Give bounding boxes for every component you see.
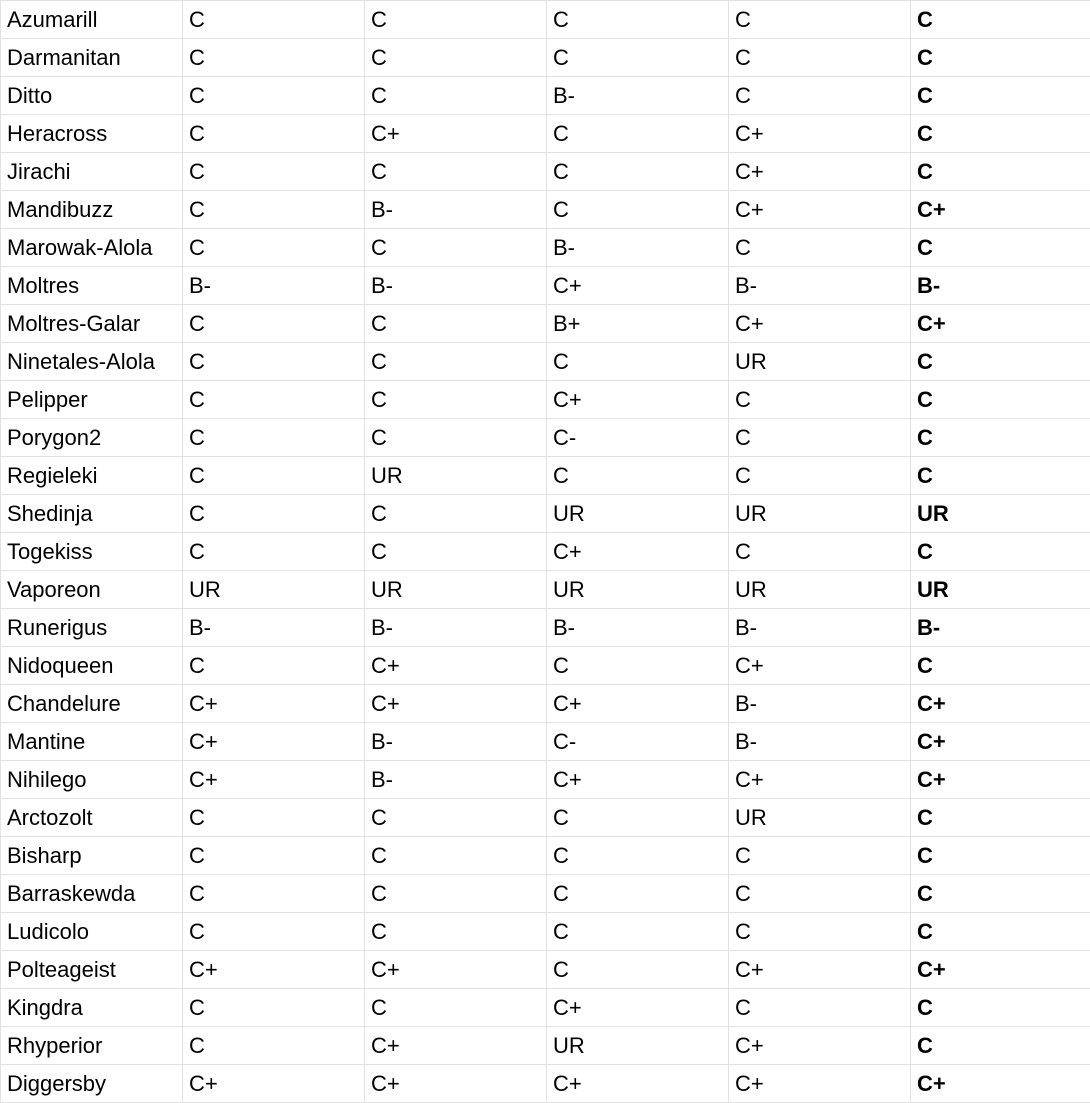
cell-pokemon-name[interactable]: Nidoqueen xyxy=(1,647,183,685)
cell-grade-2[interactable]: C xyxy=(365,875,547,913)
cell-pokemon-name[interactable]: Kingdra xyxy=(1,989,183,1027)
cell-pokemon-name[interactable]: Pelipper xyxy=(1,381,183,419)
cell-grade-2[interactable]: C xyxy=(365,1,547,39)
table-row xyxy=(1,723,1090,761)
cell-grade-2[interactable]: C+ xyxy=(365,951,547,989)
cell-grade-2[interactable]: C xyxy=(365,495,547,533)
cell-grade-3[interactable]: C+ xyxy=(547,533,729,571)
cell-grade-3[interactable]: C+ xyxy=(547,685,729,723)
cell-grade-2[interactable]: B- xyxy=(365,761,547,799)
cell-grade-3[interactable]: C xyxy=(547,875,729,913)
table-row xyxy=(1,305,1090,343)
cell-grade-3[interactable]: C xyxy=(547,153,729,191)
cell-grade-4[interactable]: C+ xyxy=(729,1065,911,1103)
table-row xyxy=(1,115,1090,153)
cell-pokemon-name[interactable]: Ninetales-Alola xyxy=(1,343,183,381)
cell-overall-grade[interactable]: C xyxy=(911,533,1090,571)
cell-grade-4[interactable]: C xyxy=(729,989,911,1027)
cell-overall-grade[interactable]: C xyxy=(911,989,1090,1027)
cell-pokemon-name[interactable]: Nihilego xyxy=(1,761,183,799)
cell-overall-grade[interactable]: B- xyxy=(911,609,1090,647)
cell-grade-2[interactable]: B- xyxy=(365,267,547,305)
table-row xyxy=(1,951,1090,989)
table-row xyxy=(1,1027,1090,1065)
cell-grade-1[interactable]: C xyxy=(183,647,365,685)
cell-overall-grade[interactable]: C xyxy=(911,1,1090,39)
table-row xyxy=(1,875,1090,913)
cell-grade-3[interactable]: C- xyxy=(547,419,729,457)
cell-grade-3[interactable]: C+ xyxy=(547,267,729,305)
cell-grade-4[interactable]: C xyxy=(729,913,911,951)
cell-overall-grade[interactable]: C xyxy=(911,799,1090,837)
cell-grade-4[interactable]: C xyxy=(729,875,911,913)
cell-grade-2[interactable]: C+ xyxy=(365,647,547,685)
table-row xyxy=(1,685,1090,723)
cell-pokemon-name[interactable]: Shedinja xyxy=(1,495,183,533)
cell-grade-1[interactable]: C+ xyxy=(183,723,365,761)
cell-grade-1[interactable]: C xyxy=(183,1027,365,1065)
cell-grade-2[interactable]: C xyxy=(365,837,547,875)
cell-grade-1[interactable]: C+ xyxy=(183,685,365,723)
cell-grade-3[interactable]: C xyxy=(547,913,729,951)
cell-grade-1[interactable]: C xyxy=(183,495,365,533)
cell-grade-2[interactable]: C xyxy=(365,77,547,115)
cell-pokemon-name[interactable]: Azumarill xyxy=(1,1,183,39)
cell-grade-4[interactable]: B- xyxy=(729,723,911,761)
cell-grade-2[interactable]: B- xyxy=(365,609,547,647)
cell-pokemon-name[interactable]: Runerigus xyxy=(1,609,183,647)
cell-overall-grade[interactable]: C xyxy=(911,115,1090,153)
cell-grade-4[interactable]: UR xyxy=(729,799,911,837)
cell-overall-grade[interactable]: C xyxy=(911,457,1090,495)
cell-grade-1[interactable]: C xyxy=(183,153,365,191)
cell-grade-3[interactable]: C+ xyxy=(547,761,729,799)
cell-grade-3[interactable]: C xyxy=(547,343,729,381)
cell-overall-grade[interactable]: C xyxy=(911,229,1090,267)
cell-grade-4[interactable]: C+ xyxy=(729,951,911,989)
table-row xyxy=(1,343,1090,381)
cell-grade-3[interactable]: B+ xyxy=(547,305,729,343)
cell-pokemon-name[interactable]: Ditto xyxy=(1,77,183,115)
cell-grade-1[interactable]: C xyxy=(183,799,365,837)
cell-grade-1[interactable]: C+ xyxy=(183,1065,365,1103)
cell-grade-2[interactable]: C xyxy=(365,799,547,837)
cell-grade-2[interactable]: C xyxy=(365,913,547,951)
cell-grade-3[interactable]: UR xyxy=(547,571,729,609)
cell-overall-grade[interactable]: C xyxy=(911,647,1090,685)
cell-pokemon-name[interactable]: Rhyperior xyxy=(1,1027,183,1065)
cell-grade-3[interactable]: C xyxy=(547,1,729,39)
cell-overall-grade[interactable]: B- xyxy=(911,267,1090,305)
cell-pokemon-name[interactable]: Arctozolt xyxy=(1,799,183,837)
cell-grade-4[interactable]: UR xyxy=(729,571,911,609)
cell-grade-1[interactable]: C xyxy=(183,381,365,419)
cell-grade-2[interactable]: C xyxy=(365,989,547,1027)
table-row xyxy=(1,761,1090,799)
cell-grade-4[interactable]: C+ xyxy=(729,115,911,153)
cell-grade-2[interactable]: C xyxy=(365,419,547,457)
cell-grade-1[interactable]: C xyxy=(183,989,365,1027)
cell-grade-1[interactable]: B- xyxy=(183,609,365,647)
cell-overall-grade[interactable]: C xyxy=(911,77,1090,115)
table-row xyxy=(1,153,1090,191)
cell-pokemon-name[interactable]: Bisharp xyxy=(1,837,183,875)
cell-overall-grade[interactable]: C+ xyxy=(911,1065,1090,1103)
cell-grade-4[interactable]: C xyxy=(729,533,911,571)
cell-overall-grade[interactable]: C+ xyxy=(911,723,1090,761)
cell-grade-4[interactable]: C xyxy=(729,1,911,39)
cell-pokemon-name[interactable]: Chandelure xyxy=(1,685,183,723)
cell-overall-grade[interactable]: C xyxy=(911,913,1090,951)
cell-overall-grade[interactable]: C xyxy=(911,153,1090,191)
cell-grade-1[interactable]: C xyxy=(183,115,365,153)
cell-grade-1[interactable]: C xyxy=(183,913,365,951)
table-row xyxy=(1,989,1090,1027)
cell-grade-2[interactable]: C xyxy=(365,229,547,267)
cell-grade-1[interactable]: C xyxy=(183,457,365,495)
cell-grade-4[interactable]: UR xyxy=(729,343,911,381)
cell-grade-2[interactable]: C xyxy=(365,343,547,381)
cell-grade-3[interactable]: B- xyxy=(547,77,729,115)
cell-overall-grade[interactable]: C+ xyxy=(911,685,1090,723)
cell-grade-2[interactable]: B- xyxy=(365,723,547,761)
cell-pokemon-name[interactable]: Darmanitan xyxy=(1,39,183,77)
cell-grade-3[interactable]: UR xyxy=(547,495,729,533)
cell-grade-3[interactable]: C- xyxy=(547,723,729,761)
cell-grade-2[interactable]: C xyxy=(365,381,547,419)
cell-grade-4[interactable]: C xyxy=(729,39,911,77)
cell-grade-4[interactable]: C+ xyxy=(729,153,911,191)
cell-grade-2[interactable]: B- xyxy=(365,191,547,229)
cell-grade-3[interactable]: C+ xyxy=(547,1065,729,1103)
cell-grade-2[interactable]: C xyxy=(365,305,547,343)
cell-grade-3[interactable]: C xyxy=(547,799,729,837)
cell-grade-4[interactable]: C xyxy=(729,381,911,419)
cell-grade-4[interactable]: B- xyxy=(729,609,911,647)
grade-table-body xyxy=(1,1,1090,1103)
cell-overall-grade[interactable]: UR xyxy=(911,495,1090,533)
cell-grade-1[interactable]: C xyxy=(183,77,365,115)
cell-overall-grade[interactable]: C+ xyxy=(911,951,1090,989)
cell-grade-2[interactable]: C+ xyxy=(365,115,547,153)
cell-grade-3[interactable]: C+ xyxy=(547,381,729,419)
cell-grade-2[interactable]: UR xyxy=(365,457,547,495)
cell-grade-1[interactable]: C xyxy=(183,39,365,77)
cell-grade-1[interactable]: C+ xyxy=(183,761,365,799)
table-row xyxy=(1,1065,1090,1103)
cell-grade-2[interactable]: C xyxy=(365,39,547,77)
cell-overall-grade[interactable]: C xyxy=(911,39,1090,77)
table-row xyxy=(1,39,1090,77)
cell-grade-4[interactable]: C+ xyxy=(729,647,911,685)
cell-grade-4[interactable]: UR xyxy=(729,495,911,533)
cell-grade-3[interactable]: B- xyxy=(547,229,729,267)
cell-grade-3[interactable]: C xyxy=(547,951,729,989)
cell-grade-4[interactable]: C+ xyxy=(729,761,911,799)
cell-pokemon-name[interactable]: Vaporeon xyxy=(1,571,183,609)
cell-grade-3[interactable]: C xyxy=(547,457,729,495)
cell-overall-grade[interactable]: C+ xyxy=(911,191,1090,229)
cell-grade-3[interactable]: B- xyxy=(547,609,729,647)
cell-grade-2[interactable]: UR xyxy=(365,571,547,609)
cell-grade-3[interactable]: C+ xyxy=(547,989,729,1027)
cell-pokemon-name[interactable]: Heracross xyxy=(1,115,183,153)
cell-pokemon-name[interactable]: Mandibuzz xyxy=(1,191,183,229)
cell-grade-3[interactable]: C xyxy=(547,191,729,229)
table-row xyxy=(1,495,1090,533)
cell-grade-4[interactable]: B- xyxy=(729,267,911,305)
cell-pokemon-name[interactable]: Jirachi xyxy=(1,153,183,191)
cell-grade-1[interactable]: C xyxy=(183,229,365,267)
cell-grade-2[interactable]: C xyxy=(365,153,547,191)
cell-grade-1[interactable]: C xyxy=(183,875,365,913)
cell-grade-4[interactable]: C xyxy=(729,457,911,495)
table-row xyxy=(1,419,1090,457)
cell-grade-2[interactable]: C+ xyxy=(365,685,547,723)
cell-overall-grade[interactable]: C xyxy=(911,343,1090,381)
cell-grade-1[interactable]: C xyxy=(183,343,365,381)
cell-grade-2[interactable]: C xyxy=(365,533,547,571)
cell-grade-2[interactable]: C+ xyxy=(365,1027,547,1065)
table-row xyxy=(1,837,1090,875)
table-row xyxy=(1,229,1090,267)
cell-grade-3[interactable]: C xyxy=(547,837,729,875)
cell-grade-4[interactable]: C+ xyxy=(729,191,911,229)
cell-pokemon-name[interactable]: Ludicolo xyxy=(1,913,183,951)
cell-grade-3[interactable]: C xyxy=(547,115,729,153)
cell-overall-grade[interactable]: C xyxy=(911,875,1090,913)
table-row xyxy=(1,267,1090,305)
cell-grade-1[interactable]: C xyxy=(183,305,365,343)
cell-grade-4[interactable]: C xyxy=(729,229,911,267)
cell-grade-4[interactable]: C xyxy=(729,77,911,115)
cell-grade-1[interactable]: C+ xyxy=(183,951,365,989)
cell-pokemon-name[interactable]: Marowak-Alola xyxy=(1,229,183,267)
cell-grade-1[interactable]: B- xyxy=(183,267,365,305)
cell-grade-3[interactable]: C xyxy=(547,39,729,77)
cell-pokemon-name[interactable]: Diggersby xyxy=(1,1065,183,1103)
cell-grade-2[interactable]: C+ xyxy=(365,1065,547,1103)
cell-grade-1[interactable]: C xyxy=(183,1,365,39)
table-row xyxy=(1,913,1090,951)
cell-pokemon-name[interactable]: Porygon2 xyxy=(1,419,183,457)
table-row xyxy=(1,381,1090,419)
cell-grade-4[interactable]: C+ xyxy=(729,1027,911,1065)
cell-overall-grade[interactable]: C+ xyxy=(911,761,1090,799)
cell-grade-1[interactable]: C xyxy=(183,533,365,571)
cell-grade-1[interactable]: C xyxy=(183,191,365,229)
cell-pokemon-name[interactable]: Moltres-Galar xyxy=(1,305,183,343)
cell-overall-grade[interactable]: C xyxy=(911,1027,1090,1065)
cell-pokemon-name[interactable]: Moltres xyxy=(1,267,183,305)
table-row xyxy=(1,457,1090,495)
cell-overall-grade[interactable]: UR xyxy=(911,571,1090,609)
cell-pokemon-name[interactable]: Mantine xyxy=(1,723,183,761)
cell-grade-1[interactable]: C xyxy=(183,419,365,457)
cell-overall-grade[interactable]: C+ xyxy=(911,305,1090,343)
cell-grade-1[interactable]: C xyxy=(183,837,365,875)
table-row xyxy=(1,609,1090,647)
table-row xyxy=(1,799,1090,837)
cell-grade-3[interactable]: C xyxy=(547,647,729,685)
cell-overall-grade[interactable]: C xyxy=(911,381,1090,419)
cell-pokemon-name[interactable]: Togekiss xyxy=(1,533,183,571)
cell-overall-grade[interactable]: C xyxy=(911,419,1090,457)
cell-grade-4[interactable]: C xyxy=(729,419,911,457)
cell-grade-1[interactable]: UR xyxy=(183,571,365,609)
cell-pokemon-name[interactable]: Barraskewda xyxy=(1,875,183,913)
table-row xyxy=(1,191,1090,229)
cell-grade-4[interactable]: B- xyxy=(729,685,911,723)
cell-grade-4[interactable]: C xyxy=(729,837,911,875)
cell-overall-grade[interactable]: C xyxy=(911,837,1090,875)
cell-pokemon-name[interactable]: Polteageist xyxy=(1,951,183,989)
cell-grade-3[interactable]: UR xyxy=(547,1027,729,1065)
table-row xyxy=(1,533,1090,571)
table-row xyxy=(1,571,1090,609)
cell-pokemon-name[interactable]: Regieleki xyxy=(1,457,183,495)
table-row xyxy=(1,1,1090,39)
cell-grade-4[interactable]: C+ xyxy=(729,305,911,343)
table-row xyxy=(1,647,1090,685)
table-row xyxy=(1,77,1090,115)
